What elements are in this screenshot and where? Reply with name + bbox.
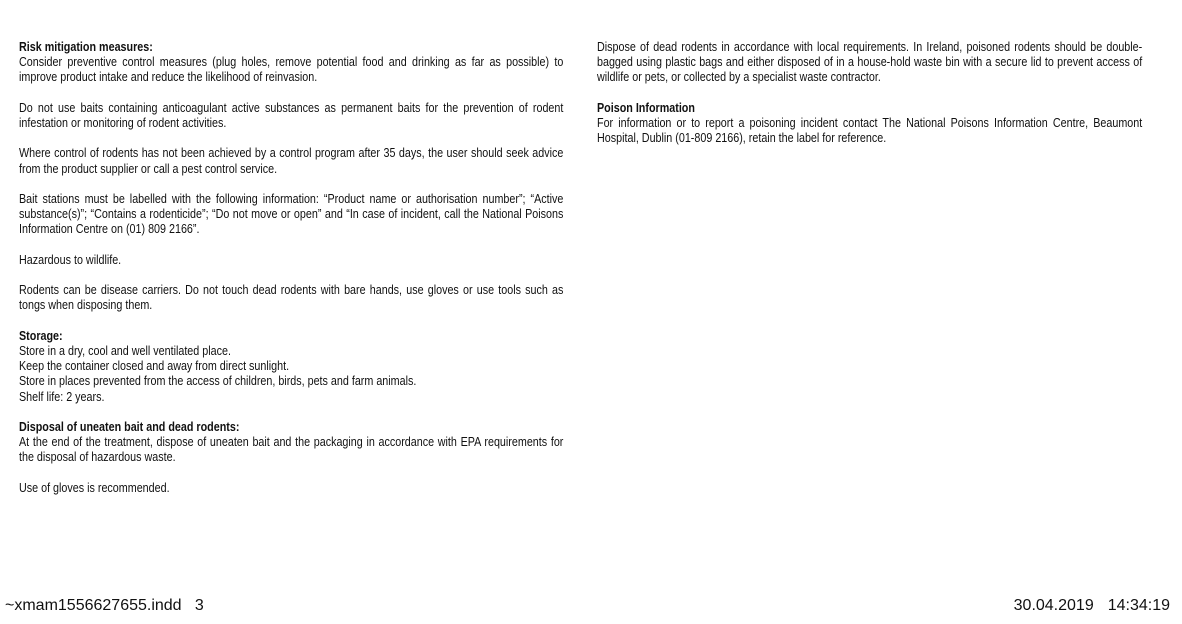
risk-mitigation-heading: Risk mitigation measures: (19, 40, 153, 54)
disease-carriers-paragraph: Rodents can be disease carriers. Do not touch dead rodents with bare hands, use gloves or use tools such as tongs when disposing them. (19, 283, 564, 313)
storage-heading: Storage: (19, 328, 63, 343)
poison-info-section (597, 101, 1142, 147)
poison-info-heading: Poison Information (597, 100, 695, 115)
print-time: 14:34:19 (1107, 597, 1170, 614)
risk-mitigation-section (19, 40, 563, 86)
gloves-paragraph: Use of gloves is recommended. (19, 480, 170, 495)
poison-info-text: For information or to report a poisoning incident contact The National Poisons Information Centre, Beaumont Hospital, Dublin (01-809 2166), retain the label for reference. (597, 116, 1143, 146)
print-date: 30.04.2019 (1013, 597, 1094, 614)
storage-line: Shelf life: 2 years. (19, 389, 105, 404)
file-slug: ~xmam1556627655.indd 3 (5, 597, 204, 614)
control-program-paragraph: Where control of rodents has not been achieved by a control program after 35 days, the user should seek advice from the product supplier or call a pest control service. (19, 146, 564, 176)
storage-line: Keep the container closed and away from direct sunlight. (19, 359, 290, 374)
bait-stations-paragraph: Bait stations must be labelled with the following information: “Product name or authorisation number”; “Active substance(s)”; “Contains a rodenticide”; “Do not move or open” and “In case of incident, call the National Poisons Information Centre on (01) 809 2166”. (19, 191, 564, 237)
wildlife-paragraph: Hazardous to wildlife. (19, 252, 122, 267)
dispose-dead-paragraph: Dispose of dead rodents in accordance with local requirements. In Ireland, poisoned rodents should be double-bagged using plastic bags and either disposed of in a house-hold waste bin with a secure lid to prevent access of wildlife or pets, or collected by a specialist waste contractor. (597, 40, 1143, 85)
storage-section (19, 329, 563, 405)
print-timestamp (1014, 597, 1170, 615)
permanent-baits-paragraph: Do not use baits containing anticoagulant active substances as permanent baits for the prevention of rodent infestation or monitoring of rodent activities. (19, 100, 564, 130)
storage-line: Store in places prevented from the access of children, birds, pets and farm animals. (19, 374, 417, 389)
disposal-section (19, 420, 563, 466)
storage-line: Store in a dry, cool and well ventilated place. (19, 343, 231, 358)
left-column (19, 40, 563, 496)
right-column (597, 40, 1142, 146)
risk-mitigation-text: Consider preventive control measures (plug holes, remove potential food and drinking as far as possible) to improve product intake and reduce the likelihood of reinvasion. (19, 55, 564, 85)
disposal-text: At the end of the treatment, dispose of uneaten bait and the packaging in accordance with EPA requirements for the disposal of hazardous waste. (19, 435, 564, 465)
disposal-heading: Disposal of uneaten bait and dead rodents: (19, 419, 240, 434)
